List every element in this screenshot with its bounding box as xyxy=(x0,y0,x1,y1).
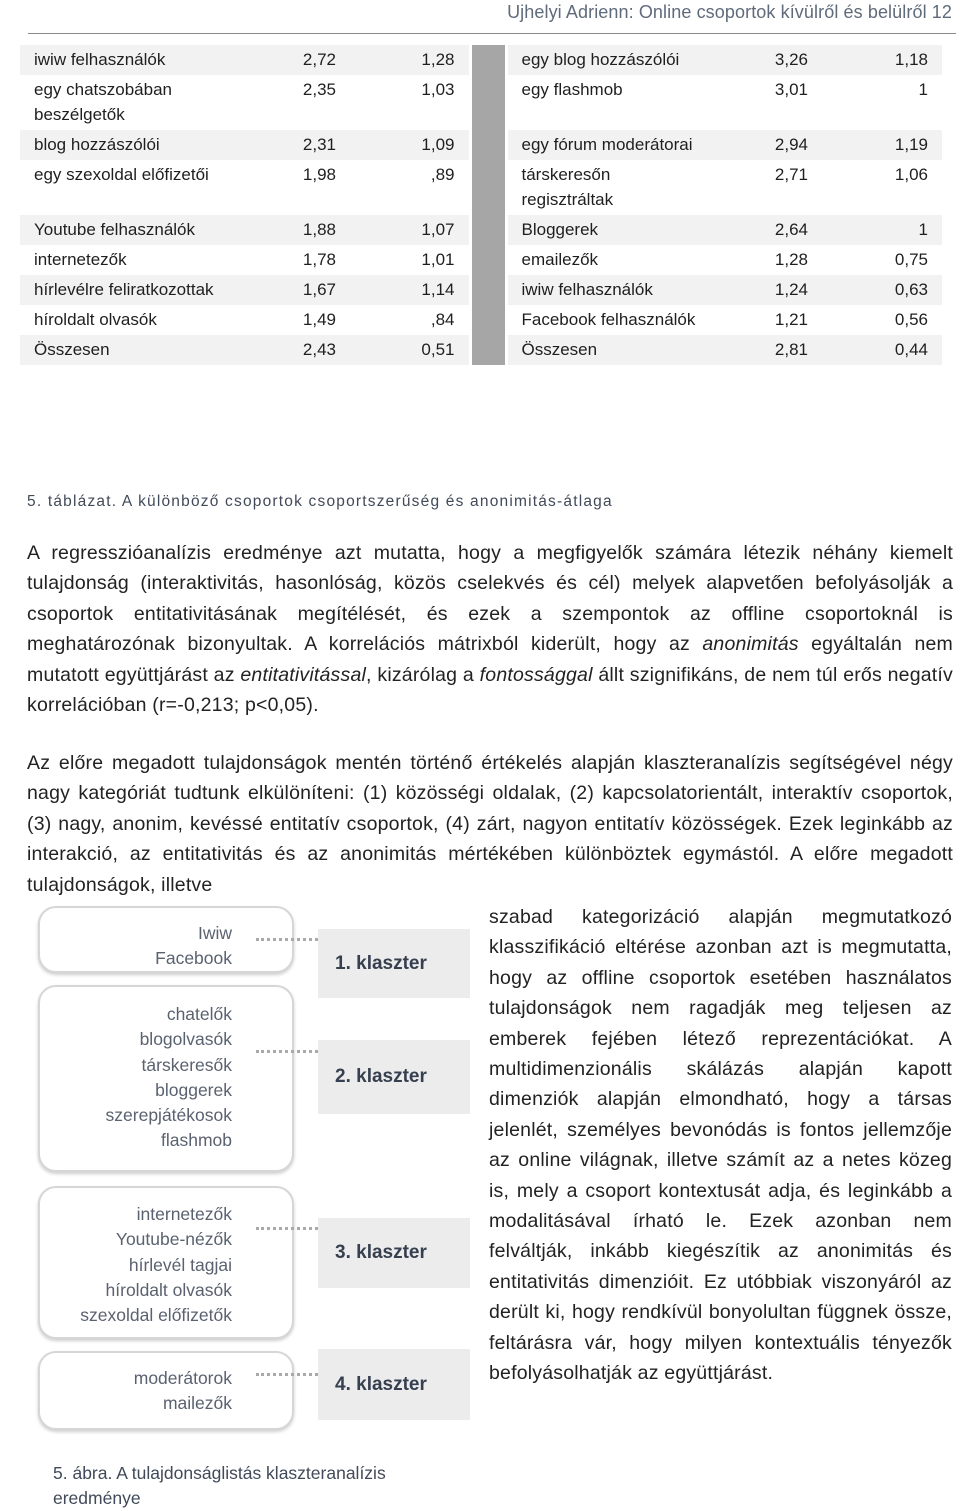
table-cell: társkeresőn regisztráltak xyxy=(521,165,614,209)
table-cell: 2,31 xyxy=(250,130,350,160)
table-cell: 2,72 xyxy=(250,45,350,75)
cluster-item: blogolvasók xyxy=(139,1029,232,1050)
table-cell: internetezők xyxy=(34,250,127,269)
table-cell: 3,01 xyxy=(774,80,808,99)
table-cell: 0,63 xyxy=(822,275,942,305)
table-row xyxy=(20,160,942,215)
table-cell: egy chatszobában beszélgetők xyxy=(34,80,172,124)
figure-caption: 5. ábra. A tulajdonságlistás klaszteranalízis eredménye xyxy=(53,1463,386,1508)
table-cell: 1,28 xyxy=(350,45,470,75)
table-cell: 1,07 xyxy=(350,215,470,245)
cluster-4-label: 4. klaszter xyxy=(318,1349,470,1420)
table-cell: Facebook felhasználók xyxy=(521,310,696,329)
cluster-item: flashmob xyxy=(160,1130,232,1151)
table-cell: 1 xyxy=(918,80,928,99)
table-cell: 1,88 xyxy=(250,215,350,245)
table-cell: 1,03 xyxy=(421,80,455,99)
table-cell: 1,24 xyxy=(712,275,822,305)
paragraph-cluster: Az előre megadott tulajdonságok mentén történő értékelés alapján klaszteranalízis segítségével négy nagy kategóriát tudtunk elkülöníteni: (1) közösségi oldalak, (2) kapcsolatorientált, interaktív csoportok, (3) nagy, anonim, kevéssé entitatív csoportok, (4) zárt, nagyon entitatív közösségek. Ezek leginkább az interakció, az entitativitás és az anonimitás mértékében különböztek egymástól. A előre megadott tulajdonságok, illetve xyxy=(27,752,953,896)
table-cell: 1,78 xyxy=(302,250,336,269)
table-cell: 3,26 xyxy=(712,45,822,75)
header-divider xyxy=(28,33,956,34)
table-row xyxy=(20,215,942,245)
table-cell: Youtube felhasználók xyxy=(20,215,250,245)
column-separator xyxy=(470,305,506,335)
cluster-item: mailezők xyxy=(162,1393,232,1414)
table-cell: 1,49 xyxy=(302,310,336,329)
term-entitativitas: entitativitással xyxy=(240,663,367,686)
cluster-item: társkeresők xyxy=(141,1054,232,1075)
cluster-3-label: 3. klaszter xyxy=(318,1218,470,1288)
column-separator xyxy=(470,335,506,365)
cluster-item: Facebook xyxy=(155,948,232,969)
column-separator xyxy=(470,160,506,215)
table-cell: 1,09 xyxy=(350,130,470,160)
table-row xyxy=(20,245,942,275)
table-cell: 2,43 xyxy=(250,335,350,365)
term-fontossag: fontossággal xyxy=(479,663,593,686)
table-cell: 1,14 xyxy=(350,275,470,305)
table-cell: hírlevélre feliratkozottak xyxy=(20,275,250,305)
table-cell: 1,67 xyxy=(250,275,350,305)
column-separator xyxy=(470,245,506,275)
table-row xyxy=(20,305,942,335)
cluster-item: szexoldal előfizetők xyxy=(80,1305,232,1326)
table-cell: 2,64 xyxy=(712,215,822,245)
table-cell: emailezők xyxy=(521,250,599,269)
connector-dots xyxy=(256,1050,318,1053)
column-separator xyxy=(470,130,506,160)
cluster-item: moderátorok xyxy=(133,1368,232,1388)
table-cell: ,84 xyxy=(430,310,455,329)
table-cell: híroldalt olvasók xyxy=(34,310,157,329)
table-cell: 2,35 xyxy=(302,80,336,99)
table-row xyxy=(20,335,942,365)
running-header: Ujhelyi Adrienn: Online csoportok kívülről és belülről 12 xyxy=(507,2,952,22)
table-cell: 2,94 xyxy=(712,130,822,160)
connector-dots xyxy=(256,938,318,941)
table-cell: 1,01 xyxy=(421,250,455,269)
table-cell: 0,44 xyxy=(822,335,942,365)
table-cell: 1,28 xyxy=(774,250,808,269)
table-cell: 1,06 xyxy=(894,165,928,184)
connector-dots xyxy=(256,1227,318,1230)
stats-table xyxy=(20,45,942,365)
table-row xyxy=(20,45,942,75)
table-cell: egy fórum moderátorai xyxy=(506,130,712,160)
table-cell: blog hozzászólói xyxy=(20,130,250,160)
cluster-item: híroldalt olvasók xyxy=(105,1279,232,1300)
table-cell: 0,51 xyxy=(350,335,470,365)
cluster-2-label: 2. klaszter xyxy=(318,1040,470,1114)
table-cell: 0,56 xyxy=(894,310,928,329)
table-cell: Összesen xyxy=(20,335,250,365)
cluster-item: Youtube-nézők xyxy=(115,1229,232,1250)
table-cell: 1,21 xyxy=(774,310,808,329)
cluster-4-box xyxy=(38,1351,294,1430)
table-cell: egy szexoldal előfizetői xyxy=(34,165,209,184)
column-separator xyxy=(470,75,506,130)
column-separator xyxy=(470,215,506,245)
table-cell: 1,19 xyxy=(822,130,942,160)
cluster-item: Iwiw xyxy=(197,923,232,943)
table-row xyxy=(20,75,942,130)
paragraph-regression: A regresszióanalízis eredménye azt mutatta, hogy a megfigyelők számára létezik néhány kiemelt tulajdonság (interaktivitás, hasonlóság, közös cselekvés és cél) melyek alapvetően befolyásolják a csoportok entitativitásának megítélését, és ezek a szempontok az offline csoportoknál is meghatározónak bizonyultak. A korrelációs mátrixból kiderült, hogy az anonimitás egyáltalán nem mutatott együttjárást az entitativitással, kizárólag a fontossággal állt szignifikáns, de nem túl erős negatív korrelációban (r=-0,213; p<0,05). xyxy=(27,542,953,717)
cluster-2-box xyxy=(38,985,294,1172)
cluster-item: chatelők xyxy=(166,1004,232,1024)
table-cell: iwiw felhasználók xyxy=(506,275,712,305)
paragraph-cluster-wrap: szabad kategorizáció alapján megmutatkozó klasszifikáció eltérése azonban azt is megmutatta, hogy az offline csoportok esetében használatos tulajdonságok nem ragadják meg teljesen az emberek fejében létező reprezentációkat. A multidimenzionális skálázás alapján kapott dimenziók alapján elmondható, hogy a társas jelenlét, személyes bevonódás is fontos jellemzője az online világnak, illetve számít az a netes közeg is, mely a csoport kontextusát adja, és leginkább a modalitásával írható le. Ezek azonban nem felváltják, inkább kiegészítik az anonimitás és entitativitás dimenzióit. Ez utóbbiak viszonyáról az derült ki, hogy rendkívül bonyolultan függnek össze, feltárásra vár, hogy milyen kontextuális tényezők befolyásolhatják az együttjárást. xyxy=(489,906,952,1385)
term-anonimitas: anonimitás xyxy=(702,633,799,656)
column-separator xyxy=(470,275,506,305)
cluster-item: hírlevél tagjai xyxy=(128,1254,232,1275)
cluster-item: internetezők xyxy=(136,1204,232,1224)
table-cell: 1 xyxy=(822,215,942,245)
table-cell: iwiw felhasználók xyxy=(20,45,250,75)
table-cell: Bloggerek xyxy=(506,215,712,245)
table-cell: ,89 xyxy=(430,165,455,184)
table-cell: egy blog hozzászólói xyxy=(506,45,712,75)
table-cell: 2,81 xyxy=(712,335,822,365)
table-cell: 0,75 xyxy=(894,250,928,269)
column-separator xyxy=(470,45,506,75)
table-row xyxy=(20,130,942,160)
cluster-1-label: 1. klaszter xyxy=(318,929,470,998)
table-row xyxy=(20,275,942,305)
connector-dots xyxy=(256,1373,318,1376)
table-caption: 5. táblázat. A különböző csoportok csoportszerűség és anonimitás-átlaga xyxy=(27,493,613,510)
table-cell: 1,18 xyxy=(822,45,942,75)
table-cell: egy flashmob xyxy=(521,80,623,99)
table-cell: 1,98 xyxy=(302,165,336,184)
table-cell: Összesen xyxy=(506,335,712,365)
table-cell: 2,71 xyxy=(774,165,808,184)
cluster-3-box xyxy=(38,1186,294,1339)
cluster-item: bloggerek xyxy=(155,1079,232,1100)
cluster-item: szerepjátékosok xyxy=(105,1105,232,1126)
